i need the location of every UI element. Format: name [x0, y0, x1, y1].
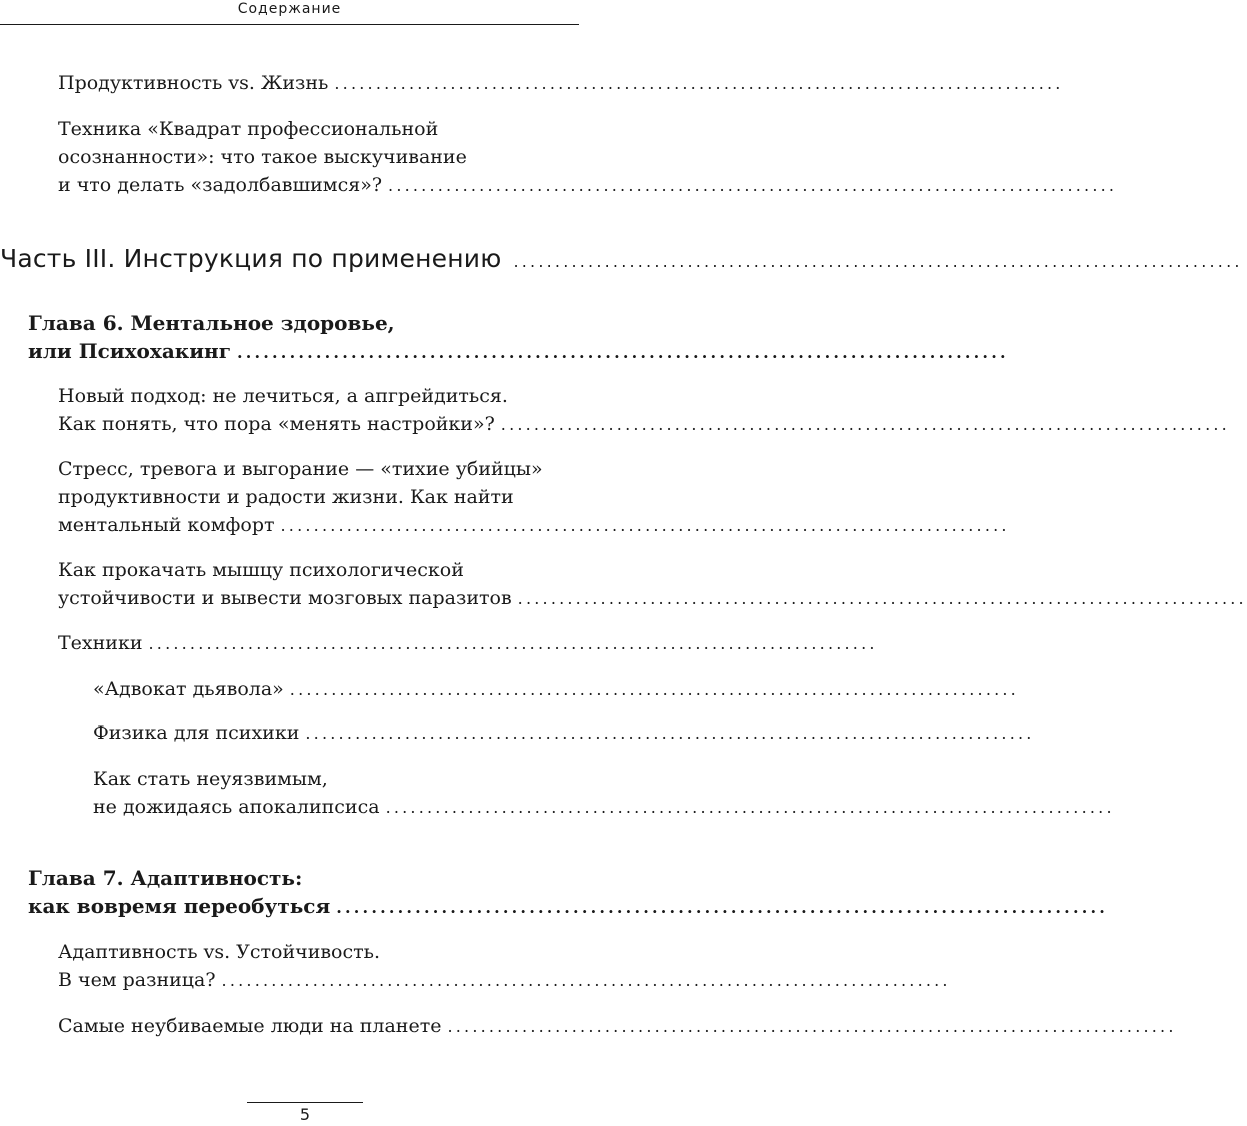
toc-line	[93, 719, 1035, 747]
dot-leader: ........................................................................................	[289, 680, 1019, 699]
toc-chapter-6[interactable]	[0, 309, 1009, 365]
toc-entry-awareness-square[interactable]	[0, 115, 1118, 199]
toc-line	[93, 675, 1019, 703]
toc-line	[58, 69, 1064, 97]
toc-entry-devils-advocate[interactable]	[0, 675, 1019, 703]
toc-line	[58, 966, 951, 994]
dot-leader: ........................................................................................	[447, 1017, 1177, 1036]
toc-entry-text: Физика для психики	[93, 722, 300, 744]
toc-entry-productivity-vs-life[interactable]	[0, 69, 1064, 97]
toc-line	[58, 511, 1010, 539]
toc-line	[28, 337, 1009, 365]
dot-leader: ........................................................................................	[385, 798, 1115, 817]
toc-line	[93, 793, 1115, 821]
dot-leader: ........................................................................................	[305, 724, 1035, 743]
page-number: 5	[299, 1105, 311, 1124]
toc-entry-text: Техники	[58, 632, 143, 654]
toc-line	[58, 171, 1118, 199]
toc-entry-text: Как стать неуязвимым,	[93, 768, 328, 790]
toc-entry-text: Новый подход: не лечиться, а апгрейдиться.	[58, 385, 508, 407]
dot-leader: ........................................................................................	[513, 252, 1243, 271]
toc-chapter-title: как вовремя переобуться	[28, 894, 331, 918]
toc-entry-text: устойчивости и вывести мозговых паразитов	[58, 587, 512, 609]
dot-leader: ........................................................................................	[148, 634, 878, 653]
dot-leader: ........................................................................................	[500, 415, 1230, 434]
toc-entry-text: продуктивности и радости жизни. Как найти	[58, 486, 514, 508]
toc-entry-stress[interactable]	[0, 455, 1010, 539]
toc-entry-physics-for-psyche[interactable]	[0, 719, 1035, 747]
toc-entry-techniques[interactable]	[0, 629, 878, 657]
toc-line	[58, 483, 637, 511]
toc-line	[58, 556, 637, 584]
toc-entry-text: Как прокачать мышцу психологической	[58, 559, 464, 581]
toc-entry-text: Адаптивность vs. Устойчивость.	[58, 941, 381, 963]
toc-line	[28, 864, 607, 892]
toc-entry-resilience[interactable]	[0, 556, 1247, 612]
toc-part-3[interactable]	[0, 242, 1243, 276]
toc-chapter-title: Глава 6. Ментальное здоровье,	[28, 311, 395, 335]
toc-entry-text: не дожидаясь апокалипсиса	[93, 796, 380, 818]
dot-leader: ........................................................................................	[388, 176, 1118, 195]
toc-entry-text: Как понять, что пора «менять настройки»?	[58, 413, 495, 435]
toc-part-title: Часть III. Инструкция по применению	[0, 244, 502, 273]
toc-line	[58, 410, 1230, 438]
running-head-title: Содержание	[237, 1, 342, 17]
toc-entry-text: и что делать «задолбавшимся»?	[58, 174, 383, 196]
toc-entry-text: Стресс, тревога и выгорание — «тихие убийцы»	[58, 458, 543, 480]
toc-entry-text: Продуктивность vs. Жизнь	[58, 72, 329, 94]
dot-leader: ........................................................................................	[221, 971, 951, 990]
toc-line	[28, 309, 607, 337]
toc-entry-unkillable-people[interactable]	[0, 1012, 1177, 1040]
toc-line	[0, 242, 1243, 276]
toc-entry-text: ментальный комфорт	[58, 514, 275, 536]
toc-line	[58, 382, 637, 410]
toc-entry-invulnerable[interactable]	[0, 765, 1115, 821]
toc-line	[28, 892, 1109, 920]
toc-chapter-title: Глава 7. Адаптивность:	[28, 866, 303, 890]
toc-chapter-title: или Психохакинг	[28, 339, 231, 363]
toc-entry-text: В чем разница?	[58, 969, 216, 991]
toc-entry-new-approach[interactable]	[0, 382, 1230, 438]
dot-leader: ........................................................................................	[334, 74, 1064, 93]
toc-line	[58, 584, 1247, 612]
dot-leader: ........................................................................................	[236, 343, 1009, 362]
toc-entry-text: Техника «Квадрат профессиональной	[58, 118, 439, 140]
dot-leader: ........................................................................................	[336, 898, 1109, 917]
footer-rule	[247, 1102, 363, 1103]
toc-line	[58, 1012, 1177, 1040]
toc-line	[58, 143, 637, 171]
toc-entry-text: осознанности»: что такое выскучивание	[58, 146, 467, 168]
toc-line	[58, 629, 878, 657]
toc-chapter-7[interactable]	[0, 864, 1109, 920]
toc-entry-text: Самые неубиваемые люди на планете	[58, 1015, 442, 1037]
dot-leader: ........................................................................................	[517, 589, 1247, 608]
toc-line	[58, 115, 637, 143]
toc-entry-adaptivity-vs-resilience[interactable]	[0, 938, 951, 994]
toc-line	[93, 765, 672, 793]
toc-entry-text: «Адвокат дьявола»	[93, 678, 284, 700]
toc-line	[58, 455, 637, 483]
toc-line	[58, 938, 637, 966]
dot-leader: ........................................................................................	[280, 516, 1010, 535]
